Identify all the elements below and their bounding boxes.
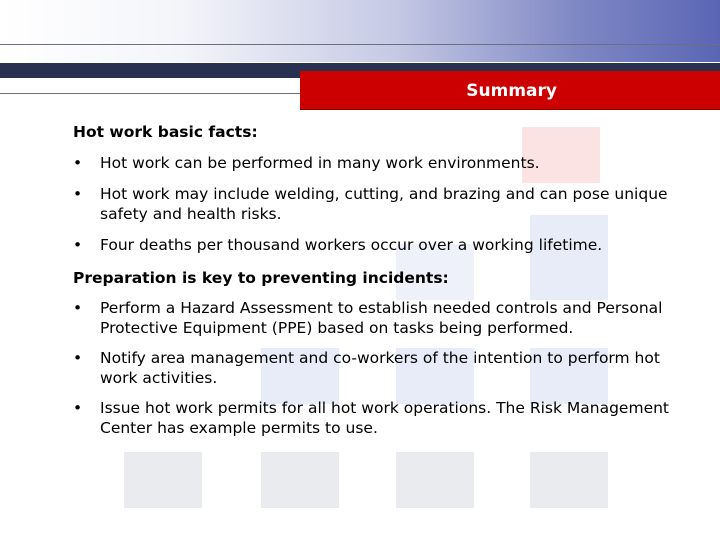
list-item-text: Issue hot work permits for all hot work operations. The Risk Management Center has example permits to use. bbox=[100, 399, 670, 437]
deco-tile-gray bbox=[396, 452, 474, 508]
bullet-icon: • bbox=[73, 185, 83, 203]
preparation-list bbox=[73, 298, 673, 438]
bullet-icon: • bbox=[73, 399, 83, 417]
bullet-icon: • bbox=[73, 236, 83, 254]
list-item bbox=[73, 348, 673, 388]
list-item bbox=[73, 184, 673, 224]
section-heading-preparation: Preparation is key to preventing incidents: bbox=[73, 269, 449, 287]
section-heading-basic-facts: Hot work basic facts: bbox=[73, 123, 258, 141]
slide-title: Summary bbox=[466, 81, 557, 101]
slide-body bbox=[73, 122, 673, 438]
list-item-text: Notify area management and co-workers of the intention to perform hot work activities. bbox=[100, 349, 660, 387]
bullet-icon: • bbox=[73, 349, 83, 367]
list-item-text: Perform a Hazard Assessment to establish needed controls and Personal Protective Equipment (PPE) based on tasks being performed. bbox=[100, 299, 663, 337]
list-item-text: Four deaths per thousand workers occur over a working lifetime. bbox=[100, 236, 603, 254]
list-item bbox=[73, 398, 673, 438]
basic-facts-list bbox=[73, 153, 673, 255]
deco-tile-gray bbox=[530, 452, 608, 508]
title-bar bbox=[300, 71, 720, 110]
list-item bbox=[73, 153, 673, 173]
deco-tile-gray bbox=[261, 452, 339, 508]
list-item-text: Hot work can be performed in many work environments. bbox=[100, 154, 540, 172]
list-item-text: Hot work may include welding, cutting, and brazing and can pose unique safety and health risks. bbox=[100, 185, 668, 223]
bullet-icon: • bbox=[73, 154, 83, 172]
header-divider-line bbox=[0, 44, 720, 45]
title-underline bbox=[0, 93, 300, 94]
list-item bbox=[73, 298, 673, 338]
list-item bbox=[73, 235, 673, 255]
deco-tile-gray bbox=[124, 452, 202, 508]
bullet-icon: • bbox=[73, 299, 83, 317]
header-gradient-band bbox=[0, 0, 720, 62]
